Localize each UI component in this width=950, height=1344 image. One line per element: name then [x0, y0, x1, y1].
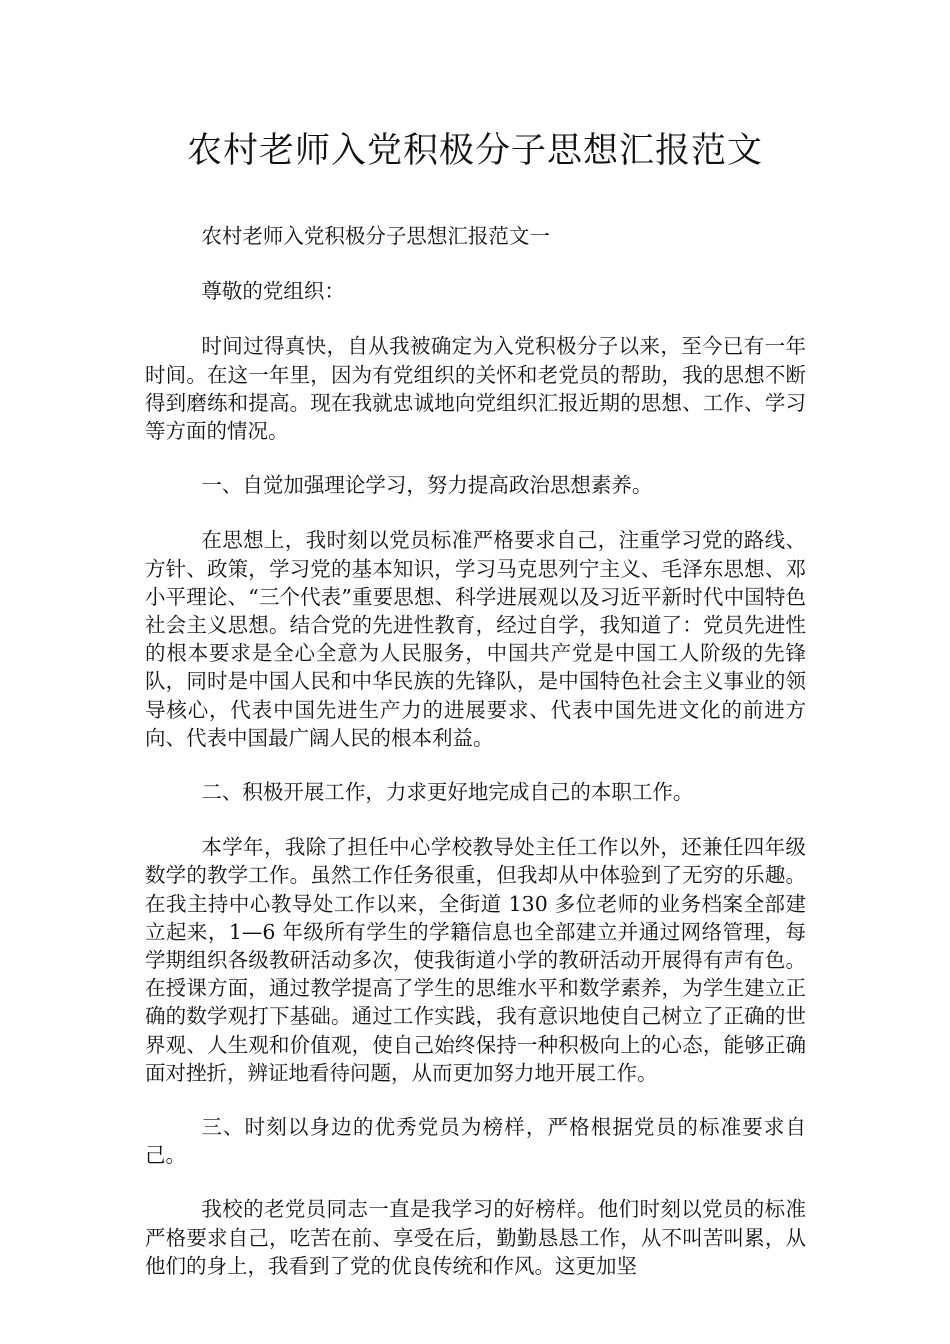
section-heading: 农村老师入党积极分子思想汇报范文一 [201, 224, 550, 248]
document-title: 农村老师入党积极分子思想汇报范文 [186, 131, 763, 171]
subheading-3: 三、时刻以身边的优秀党员为榜样，严格根据党员的标准要求自己。 [145, 1115, 806, 1168]
subheading-1: 一、自觉加强理论学习，努力提高政治思想素养。 [201, 473, 653, 498]
document-body [145, 222, 806, 1306]
salutation: 尊敬的党组织： [201, 279, 345, 304]
body-paragraph: 时间过得真快，自从我被确定为入党积极分子以来，至今已有一年时间。在这一年里，因为有党组织的关怀和老党员的帮助，我的思想不断得到磨练和提高。现在我就忠诚地向党组织汇报近期的思想、工作、学习等方面的情况。 [145, 334, 806, 444]
body-paragraph: 我校的老党员同志一直是我学习的好榜样。他们时刻以党员的标准严格要求自己，吃苦在前、享受在后，勤勤恳恳工作，从不叫苦叫累，从他们的身上，我看到了党的优良传统和作风。这更加坚 [145, 1197, 806, 1278]
body-paragraph: 本学年，我除了担任中心学校教导处主任工作以外，还兼任四年级数学的教学工作。虽然工作任务很重，但我却从中体验到了无穷的乐趣。在我主持中心教导处工作以来，全街道 130 多位老师的业务档案全部建立起来，1—6 年级所有学生的学籍信息也全部建立并通过网络管理，每学期组织各级教研活动多次，使我街道小学的教研活动开展得有声有色。在授课方面，通过教学提高了学生的思维水平和数学素养，为学生建立正确的数学观打下基础。通过工作实践，我有意识地使自己树立了正确的世界观、人生观和价值观，使自己始终保持一种积极向上的心态，能够正确面对挫折，辨证地看待问题，从而更加努力地开展工作。 [145, 835, 806, 1085]
subheading-2: 二、积极开展工作，力求更好地完成自己的本职工作。 [201, 780, 694, 805]
body-paragraph: 在思想上，我时刻以党员标准严格要求自己，注重学习党的路线、方针、政策，学习党的基本知识，学习马克思列宁主义、毛泽东思想、邓小平理论、“三个代表”重要思想、科学进展观以及习近平新时代中国特色社会主义思想。结合党的先进性教育，经过自学，我知道了：党员先进性的根本要求是全心全意为人民服务，中国共产党是中国工人阶级的先锋队，同时是中国人民和中华民族的先锋队，是中国特色社会主义事业的领导核心，代表中国先进生产力的进展要求、代表中国先进文化的前进方向、代表中国最广阔人民的根本利益。 [145, 528, 806, 750]
